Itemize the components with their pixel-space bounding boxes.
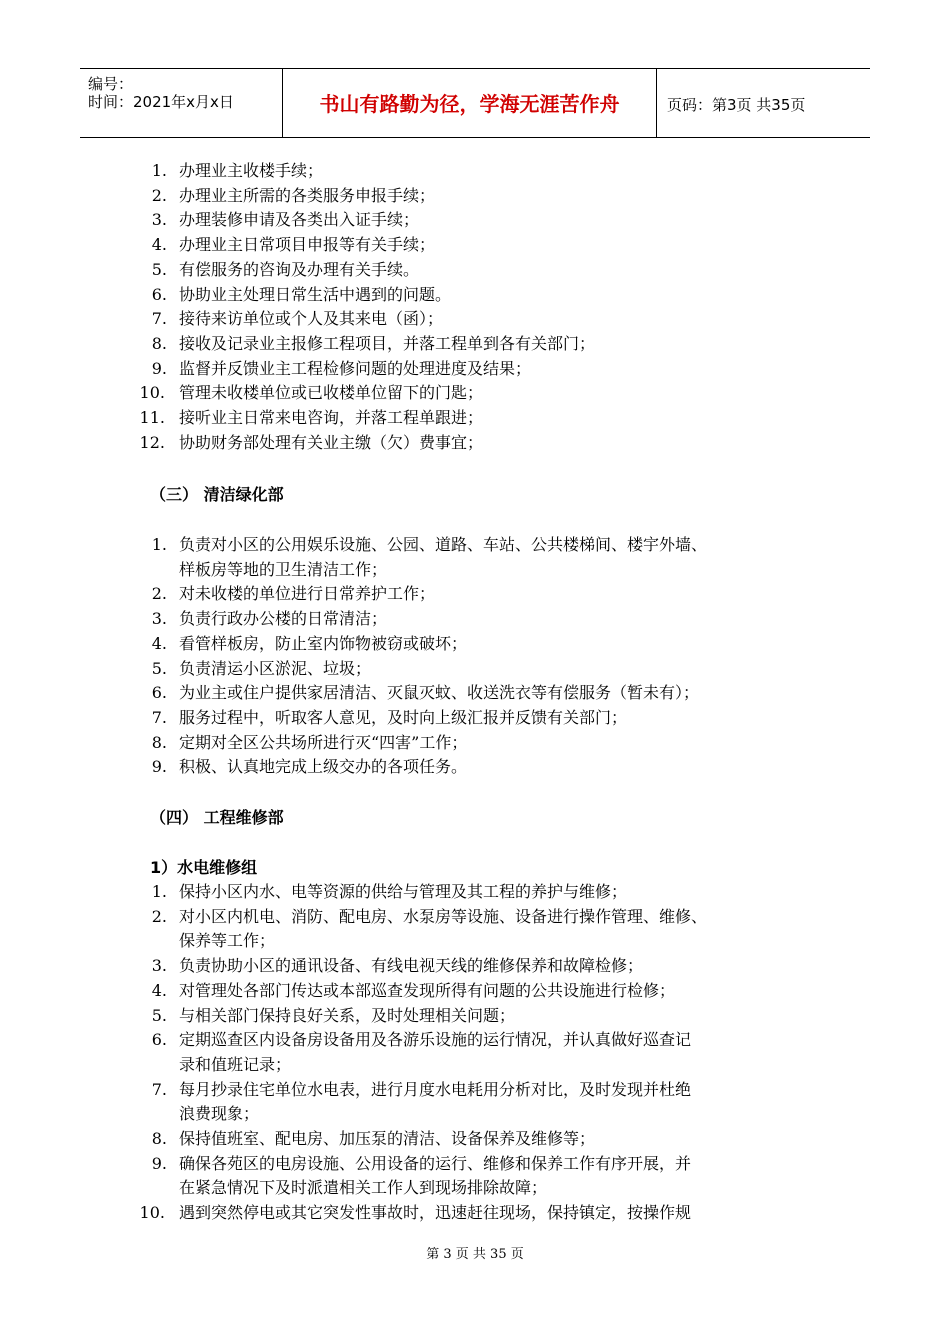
list-item-number: 7. [151, 309, 167, 329]
list-item-text: 负责清运小区淤泥、垃圾； [179, 658, 372, 678]
list-item-text: 负责协助小区的通讯设备、有线电视天线的维修保养和故障检修； [179, 956, 644, 976]
list-item-number: 8. [151, 1129, 167, 1148]
list-item-number: 3. [151, 609, 167, 629]
list-item-number: 2. [151, 584, 167, 604]
list-item-text: 为业主或住户提供家居清洁、灭鼠灭蚊、收送洗衣等有偿服务（暂未有）； [179, 683, 700, 703]
list-item-number: 3. [151, 956, 167, 976]
list-item-text: 接收及记录业主报修工程项目，并落工程单到各有关部门； [179, 333, 596, 353]
header-middle-cell [283, 69, 656, 137]
list-item-number: 4. [151, 633, 167, 653]
list-item-text: 办理业主日常项目申报等有关手续； [179, 235, 436, 255]
list-item-number: 8. [151, 333, 167, 353]
list-item-text: 负责行政办公楼的日常清洁； [179, 609, 388, 629]
list-item-text: 监督并反馈业主工程检修问题的处理进度及结果； [179, 358, 532, 378]
list-item-text: 看管样板房，防止室内饰物被窃或破坏； [179, 633, 468, 653]
header-motto: 书山有路勤为径，学海无涯苦作舟 [319, 92, 620, 116]
list-item-text: 协助财务部处理有关业主缴（欠）费事宜； [179, 432, 484, 452]
list-item-text: 办理装修申请及各类出入证手续； [179, 210, 420, 230]
section-heading-engineering: （四） 工程维修部 [150, 808, 284, 827]
list-item-number: 10. [139, 383, 165, 403]
section-heading-cleaning: （三） 清洁绿化部 [150, 485, 284, 504]
list-item-text-continued: 保养等工作； [179, 931, 276, 951]
list-item-text: 对未收楼的单位进行日常养护工作； [179, 584, 436, 604]
list-item-number: 7. [151, 707, 167, 727]
list-item-text: 对小区内机电、消防、配电房、水泵房等设施、设备进行操作管理、维修、 [179, 906, 708, 926]
list-item-number: 11. [139, 408, 165, 427]
header-right-cell [656, 69, 871, 137]
list-item-text: 对管理处各部门传达或本部巡查发现所得有问题的公共设施进行检修； [179, 980, 676, 1000]
list-item-number: 8. [151, 732, 167, 752]
list-item-text-continued: 样板房等地的卫生清洁工作； [179, 559, 388, 579]
list-item-text: 保持值班室、配电房、加压泵的清洁、设备保养及维修等； [179, 1129, 596, 1148]
list-item-number: 9. [151, 757, 167, 777]
list-item-number: 4. [151, 980, 167, 1000]
list-item-number: 4. [151, 235, 167, 255]
list-item-text: 遇到突然停电或其它突发性事故时，迅速赶往现场，保持镇定，按操作规 [179, 1203, 692, 1223]
list-item-number: 6. [151, 1030, 167, 1050]
list-item-text: 与相关部门保持良好关系，及时处理相关问题； [179, 1005, 516, 1025]
list-item-text: 接待来访单位或个人及其来电（函）； [179, 309, 444, 329]
list-item-text: 每月抄录住宅单位水电表，进行月度水电耗用分析对比，及时发现并杜绝 [179, 1079, 692, 1099]
list-item-number: 1. [151, 882, 167, 901]
list-item-text-continued: 浪费现象； [179, 1104, 260, 1124]
list-item-number: 1. [151, 535, 167, 554]
list-item-number: 2. [151, 185, 167, 205]
date-label: 时间：2021年x月x日 [88, 93, 234, 111]
list-item-number: 5. [151, 1005, 167, 1025]
list-item-text: 办理业主所需的各类服务申报手续； [179, 185, 436, 205]
list-item-text: 办理业主收楼手续； [179, 161, 324, 180]
list-item-number: 12. [139, 432, 165, 452]
list-item-text: 有偿服务的咨询及办理有关手续。 [179, 259, 420, 279]
page-footer: 第 3 页 共 35 页 [426, 1247, 524, 1262]
list-item-text: 积极、认真地完成上级交办的各项任务。 [179, 757, 468, 777]
list-item-text: 确保各苑区的电房设施、公用设备的运行、维修和保养工作有序开展，并 [179, 1153, 692, 1173]
list-item-text: 负责对小区的公用娱乐设施、公园、道路、车站、公共楼梯间、楼宇外墙、 [179, 535, 708, 554]
list-item-number: 1. [151, 161, 167, 180]
list-item-text-continued: 录和值班记录； [179, 1054, 292, 1074]
list-item-text: 接听业主日常来电咨询，并落工程单跟进； [179, 408, 484, 427]
subsection-heading-electrical: 1）水电维修组 [150, 858, 258, 877]
list-item-number: 3. [151, 210, 167, 230]
list-item-text: 服务过程中，听取客人意见，及时向上级汇报并反馈有关部门； [179, 707, 628, 727]
list-item-text: 管理未收楼单位或已收楼单位留下的门匙； [179, 383, 484, 403]
page-number-label: 页码：第3页 共35页 [667, 96, 806, 114]
list-item-number: 5. [151, 259, 167, 279]
list-item-text: 定期巡查区内设备房设备用及各游乐设施的运行情况，并认真做好巡查记 [179, 1030, 692, 1050]
list-item-text: 保持小区内水、电等资源的供给与管理及其工程的养护与维修； [179, 882, 628, 901]
number-label: 编号： [88, 75, 134, 93]
list-item-text: 协助业主处理日常生活中遇到的问题。 [179, 284, 452, 304]
header-left-cell [80, 69, 283, 137]
list-item-number: 9. [151, 1153, 167, 1173]
page-header [80, 68, 870, 138]
list-item-text-continued: 在紧急情况下及时派遣相关工作人到现场排除故障； [179, 1178, 548, 1198]
list-item-number: 6. [151, 284, 167, 304]
list-item-text: 定期对全区公共场所进行灭“四害”工作； [179, 732, 468, 752]
list-item-number: 5. [151, 658, 167, 678]
list-item-number: 2. [151, 906, 167, 926]
list-item-number: 7. [151, 1079, 167, 1099]
list-item-number: 9. [151, 358, 167, 378]
list-item-number: 10. [139, 1203, 165, 1223]
list-item-number: 6. [151, 683, 167, 703]
